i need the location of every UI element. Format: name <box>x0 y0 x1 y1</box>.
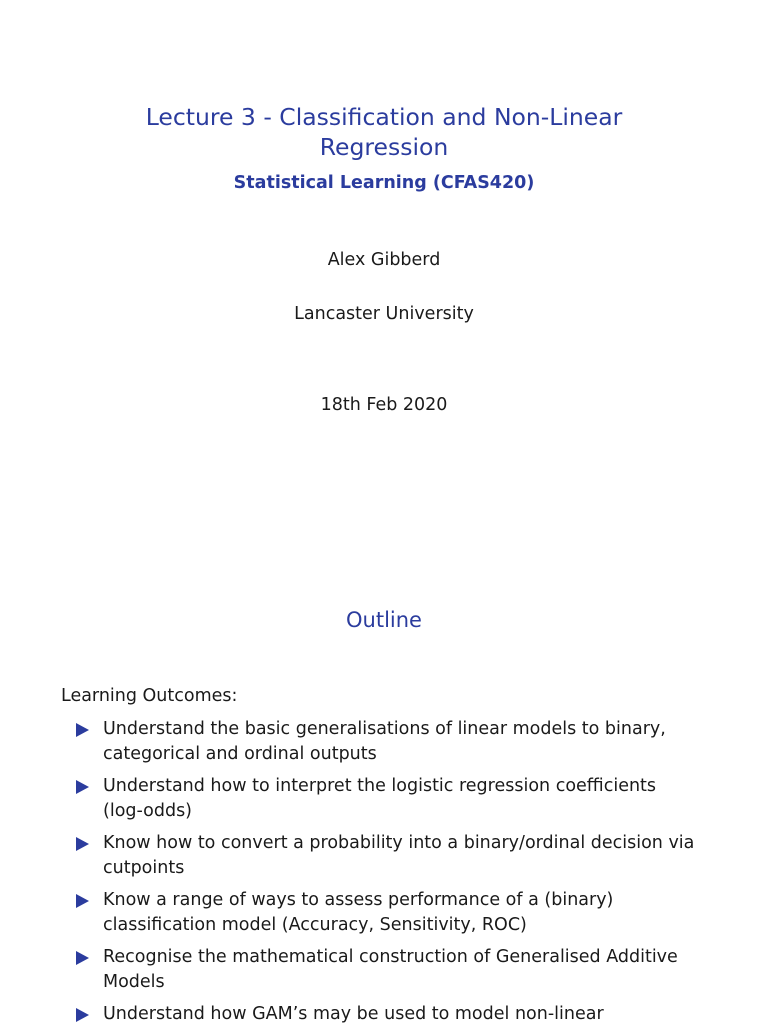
author: Alex Gibberd <box>327 250 441 270</box>
list-item <box>76 774 716 831</box>
lecture-title-line1: Lecture 3 - Classification and Non-Linear <box>145 103 623 131</box>
triangle-bullet-icon <box>76 1008 89 1022</box>
list-item-line2: classification model (Accuracy, Sensitivity, ROC) <box>103 915 527 935</box>
list-item <box>76 888 716 945</box>
date: 18th Feb 2020 <box>320 395 448 415</box>
list-item <box>76 831 716 888</box>
triangle-bullet-icon <box>76 780 89 794</box>
list-item-line1: Understand the basic generalisations of linear models to binary, <box>103 719 666 739</box>
list-item-line1: Understand how GAM’s may be used to model non-linear <box>103 1004 604 1024</box>
learning-outcomes-list <box>76 717 716 1024</box>
lecture-title-line2: Regression <box>319 133 449 161</box>
list-item-line2: categorical and ordinal outputs <box>103 744 377 764</box>
course-subtitle: Statistical Learning (CFAS420) <box>233 173 535 193</box>
outline-title: Outline <box>346 608 422 632</box>
list-item-line1: Understand how to interpret the logistic regression coefficients <box>103 776 657 796</box>
list-item <box>76 1002 716 1024</box>
list-item-line2: Models <box>103 972 165 992</box>
outline-slide <box>0 560 768 1024</box>
triangle-bullet-icon <box>76 837 89 851</box>
triangle-bullet-icon <box>76 723 89 737</box>
list-item-line1: Know how to convert a probability into a binary/ordinal decision via <box>103 833 695 853</box>
lecture-title <box>0 102 768 162</box>
list-item <box>76 717 716 774</box>
learning-outcomes-label: Learning Outcomes: <box>61 686 238 706</box>
list-item-line1: Know a range of ways to assess performance of a (binary) <box>103 890 614 910</box>
triangle-bullet-icon <box>76 951 89 965</box>
list-item-line2: cutpoints <box>103 858 185 878</box>
institute: Lancaster University <box>294 304 474 324</box>
list-item-line2: (log-odds) <box>103 801 193 821</box>
triangle-bullet-icon <box>76 894 89 908</box>
list-item-line1: Recognise the mathematical construction of Generalised Additive <box>103 947 678 967</box>
list-item <box>76 945 716 1002</box>
